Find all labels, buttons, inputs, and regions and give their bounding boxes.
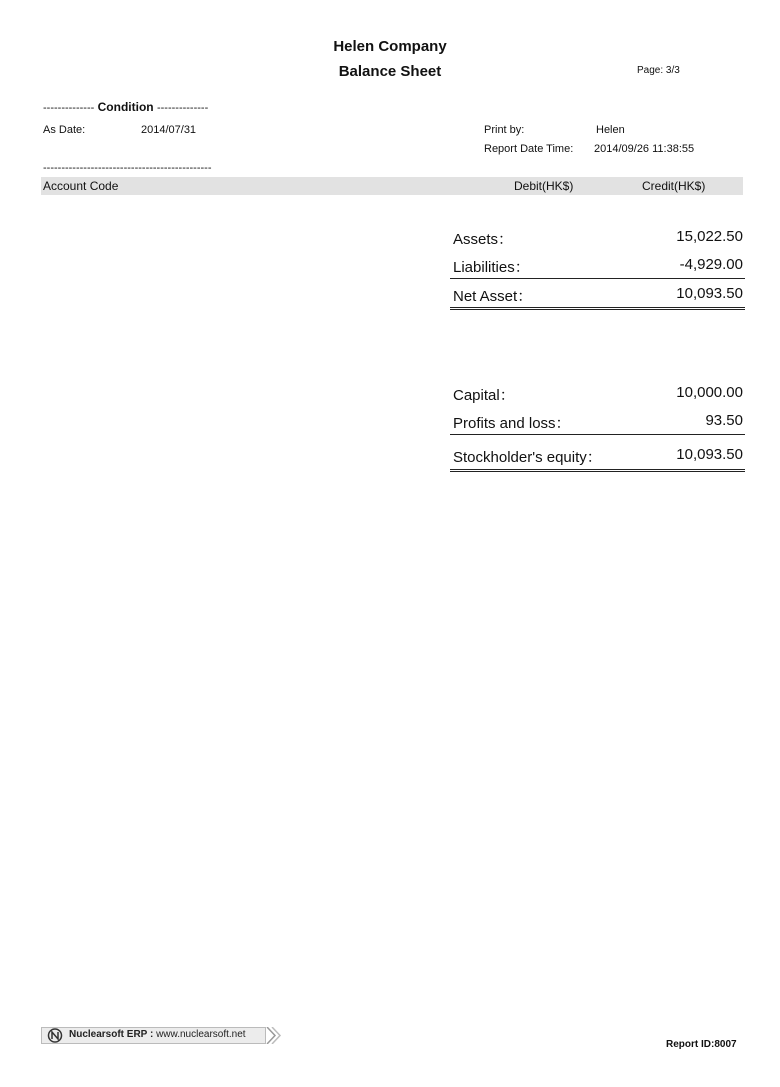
banner-text xyxy=(69,1029,246,1040)
condition-dashes-left: -------------- xyxy=(43,102,95,114)
brand-name: Nuclearsoft ERP xyxy=(69,1029,148,1040)
print-by-label: Print by: xyxy=(484,124,525,136)
column-credit: Credit(HK$) xyxy=(642,179,706,193)
company-name: Helen Company xyxy=(333,38,447,55)
assets-row xyxy=(450,222,745,250)
nuclearsoft-banner xyxy=(41,1027,281,1044)
equity-row xyxy=(450,434,745,469)
profits-value: 93.50 xyxy=(705,412,743,429)
equity-total-rule xyxy=(450,469,745,472)
equity-value: 10,093.50 xyxy=(676,446,743,463)
capital-value: 10,000.00 xyxy=(676,384,743,401)
liabilities-row xyxy=(450,250,745,278)
assets-value: 15,022.50 xyxy=(676,228,743,245)
as-date-value: 2014/07/31 xyxy=(141,124,197,136)
profits-row xyxy=(450,406,745,434)
assets-label: Assets： xyxy=(453,231,514,248)
equity-summary xyxy=(450,378,745,472)
brand-separator: : xyxy=(147,1029,157,1040)
net-asset-summary xyxy=(450,222,745,310)
column-debit: Debit(HK$) xyxy=(514,179,574,193)
equity-label: Stockholder's equity： xyxy=(453,449,602,466)
report-time-value: 2014/09/26 11:38:55 xyxy=(594,143,695,155)
brand-website: www.nuclearsoft.net xyxy=(156,1029,246,1040)
net-asset-row xyxy=(450,278,745,307)
report-id: Report ID:8007 xyxy=(666,1039,737,1050)
as-date-label: As Date: xyxy=(43,124,86,136)
nuclearsoft-logo-icon xyxy=(47,1028,63,1043)
liabilities-label: Liabilities： xyxy=(453,259,530,276)
net-asset-total-rule xyxy=(450,307,745,310)
page-value: 3/3 xyxy=(665,65,680,76)
column-header-bar xyxy=(41,177,743,195)
capital-row xyxy=(450,378,745,406)
condition-heading xyxy=(43,100,208,114)
column-account-code: Account Code xyxy=(43,179,119,193)
page-label: Page: xyxy=(637,65,664,76)
report-time-label: Report Date Time: xyxy=(484,143,574,155)
page-indicator xyxy=(637,65,680,76)
liabilities-value: -4,929.00 xyxy=(679,256,743,273)
net-asset-value: 10,093.50 xyxy=(676,285,743,302)
net-asset-label: Net Asset： xyxy=(453,288,533,305)
profits-label: Profits and loss： xyxy=(453,415,571,432)
print-by-value: Helen xyxy=(596,124,625,136)
condition-dashes-right: -------------- xyxy=(156,102,209,114)
report-title: Balance Sheet xyxy=(338,63,442,80)
capital-label: Capital： xyxy=(453,387,515,404)
chevron-right-icon xyxy=(266,1027,282,1044)
condition-title: Condition xyxy=(97,100,154,114)
condition-divider: ---------------------------------------------- xyxy=(43,162,212,174)
